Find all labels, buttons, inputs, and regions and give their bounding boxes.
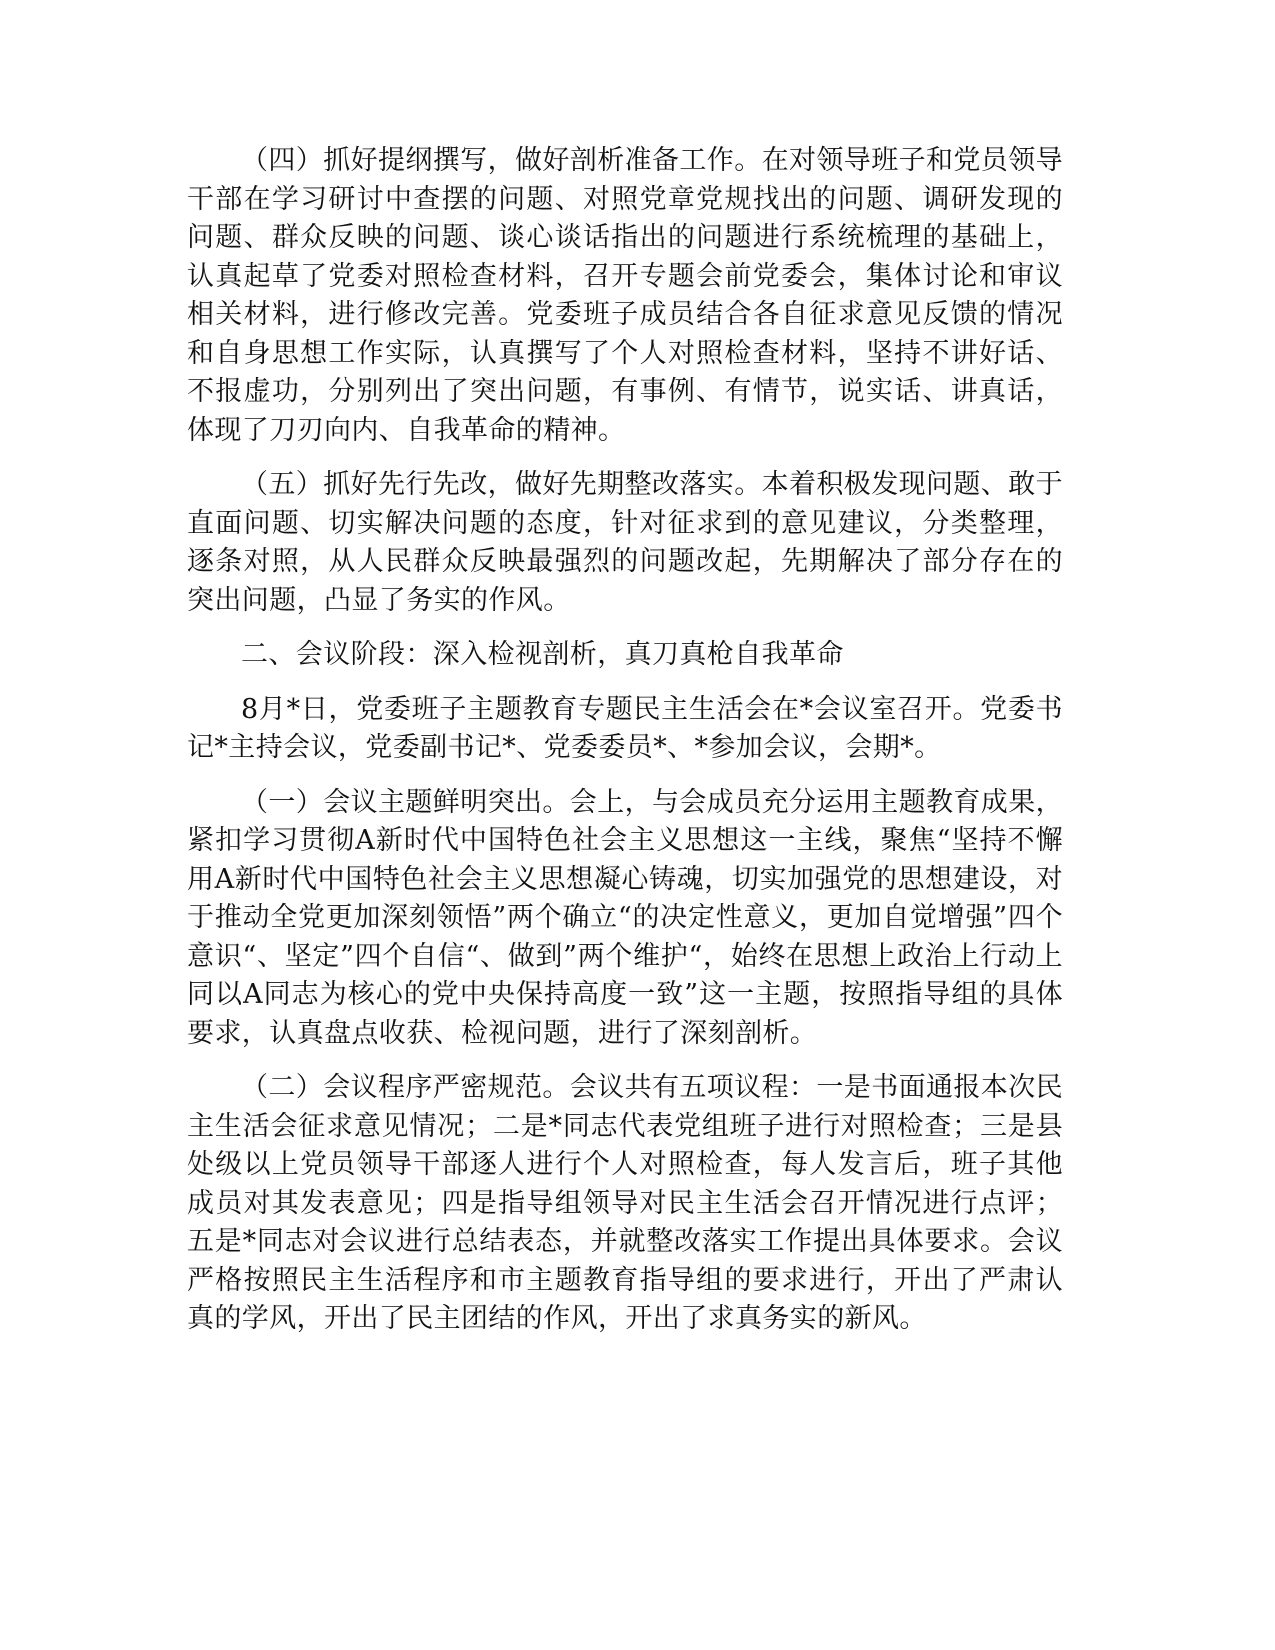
paragraph-subsection-1: （一）会议主题鲜明突出。会上，与会成员充分运用主题教育成果，紧扣学习贯彻A新时代中国特色社会主义思想这一主线，聚焦“坚持不懈用A新时代中国特色社会主义思想凝心铸魂，切实加强党的思想建设，对于推动全党更加深刻领悟”两个确立“的决定性意义，更加自觉增强”四个意识“、坚定”四个自信“、做到”两个维护“，始终在思想上政治上行动上同以A同志为核心的党中央保持高度一致”这一主题，按照指导组的具体要求，认真盘点收获、检视问题，进行了深刻剖析。: [187, 786, 1064, 1049]
section-heading-meeting-stage: 二、会议阶段：深入检视剖析，真刀真枪自我革命: [241, 639, 844, 670]
paragraph-meeting-info: 8月*日，党委班子主题教育专题民主生活会在*会议室召开。党委书记*主持会议，党委副书记*、党委委员*、*参加会议，会期*。: [187, 693, 1063, 763]
paragraph-section-5: （五）抓好先行先改，做好先期整改落实。本着积极发现问题、敢于直面问题、切实解决问题的态度，针对征求到的意见建议，分类整理，逐条对照，从人民群众反映最强烈的问题改起，先期解决了部分存在的突出问题，凸显了务实的作风。: [187, 469, 1063, 616]
paragraph-section-4: （四）抓好提纲撰写，做好剖析准备工作。在对领导班子和党员领导干部在学习研讨中查摆的问题、对照党章党规找出的问题、调研发现的问题、群众反映的问题、谈心谈话指出的问题进行系统梳理的基础上，认真起草了党委对照检查材料，召开专题会前党委会，集体讨论和审议相关材料，进行修改完善。党委班子成员结合各自征求意见反馈的情况和自身思想工作实际，认真撰写了个人对照检查材料，坚持不讲好话、不报虚功，分别列出了突出问题，有事例、有情节，说实话、讲真话，体现了刀刃向内、自我革命的精神。: [187, 145, 1063, 446]
document-body: [187, 142, 1063, 1355]
paragraph-subsection-2: （二）会议程序严密规范。会议共有五项议程：一是书面通报本次民主生活会征求意见情况；二是*同志代表党组班子进行对照检查；三是县处级以上党员领导干部逐人进行个人对照检查，每人发言后，班子其他成员对其发表意见；四是指导组领导对民主生活会召开情况进行点评；五是*同志对会议进行总结表态，并就整改落实工作提出具体要求。会议严格按照民主生活程序和市主题教育指导组的要求进行，开出了严肃认真的学风，开出了民主团结的作风，开出了求真务实的新风。: [187, 1072, 1063, 1334]
